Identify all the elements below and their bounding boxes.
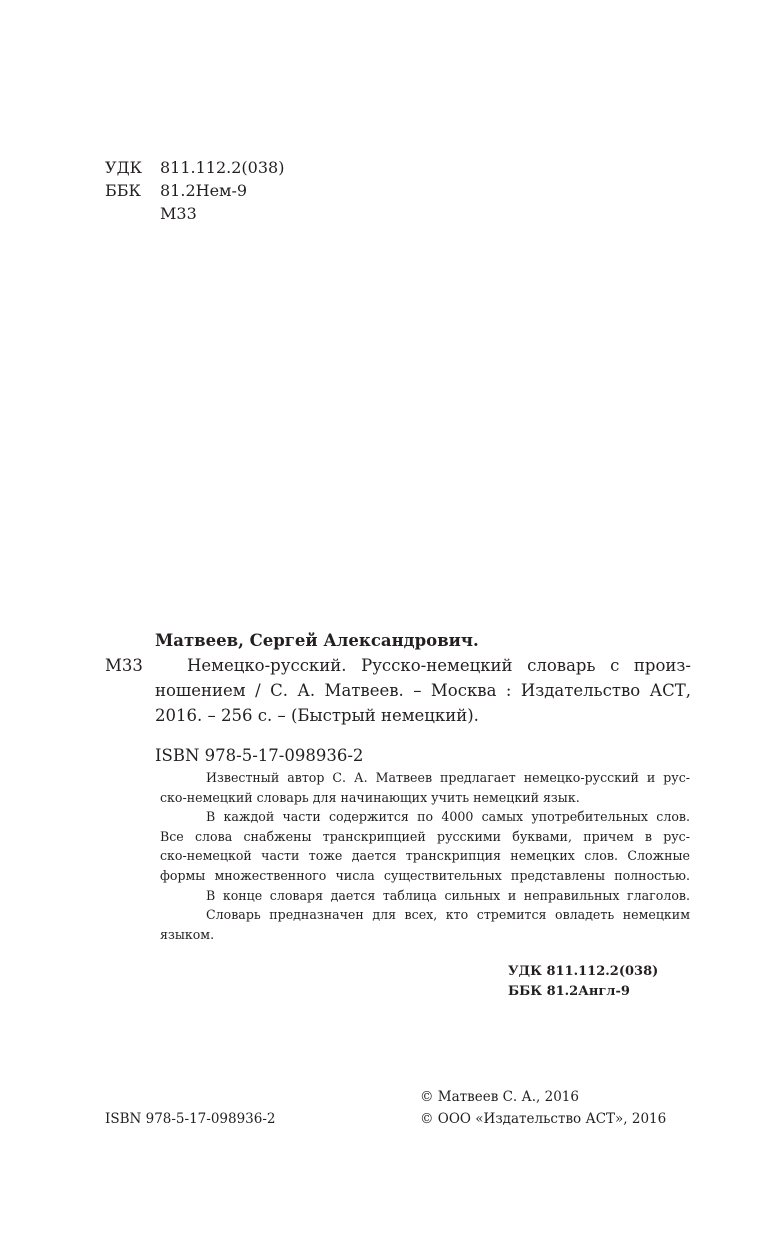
annotation-line: формы множественного числа существительных представлены полностью. (160, 867, 690, 883)
entry-author: Матвеев, Сергей Александрович. (155, 631, 479, 650)
copyright-publisher: © ООО «Издательство АСТ», 2016 (420, 1111, 667, 1127)
annotation-line: Все слова снабжены транскрипцией русскими буквами, причем в рус- (160, 828, 690, 844)
annotation-line: В каждой части содержится по 4000 самых употребительных слов. (206, 809, 690, 825)
bottom-isbn: ISBN 978-5-17-098936-2 (105, 1111, 276, 1127)
entry-line: ношением / С. А. Матвеев. – Москва : Издательство АСТ, (155, 681, 691, 700)
top-classification-codes (105, 156, 284, 225)
bbk-label: ББК (105, 181, 141, 200)
bottom-bbk: ББК 81.2Англ-9 (508, 984, 630, 999)
entry-author-mark: М33 (105, 656, 143, 675)
annotation-line: Известный автор С. А. Матвеев предлагает немецко-русский и рус- (206, 770, 690, 785)
copyright-author: © Матвеев С. А., 2016 (420, 1089, 579, 1105)
annotation-line: ско-немецкой части тоже дается транскрипция немецких слов. Сложные (160, 848, 690, 864)
udk-label: УДК (105, 158, 142, 177)
annotation-line: В конце словаря дается таблица сильных и неправильных глаголов. (206, 887, 690, 903)
entry-line: 2016. – 256 с. – (Быстрый немецкий). (155, 706, 479, 725)
bibliographic-entry (155, 628, 691, 768)
bbk-value: 81.2Нем-9 (160, 181, 248, 200)
bottom-classification-codes (508, 962, 658, 1002)
author-mark: М33 (160, 204, 197, 223)
copyright-block (420, 1086, 666, 1130)
udk-value: 811.112.2(038) (160, 158, 285, 177)
annotation-line: Словарь предназначен для всех, кто стремится овладеть немецким (206, 907, 690, 923)
annotation-line: языком. (160, 926, 215, 942)
entry-line: Немецко-русский. Русско-немецкий словарь с произ- (187, 656, 691, 675)
annotation-line: ско-немецкий словарь для начинающих учить немецкий язык. (160, 789, 580, 805)
entry-isbn: ISBN 978-5-17-098936-2 (155, 746, 364, 765)
annotation (160, 768, 690, 944)
bottom-udk: УДК 811.112.2(038) (508, 964, 659, 979)
